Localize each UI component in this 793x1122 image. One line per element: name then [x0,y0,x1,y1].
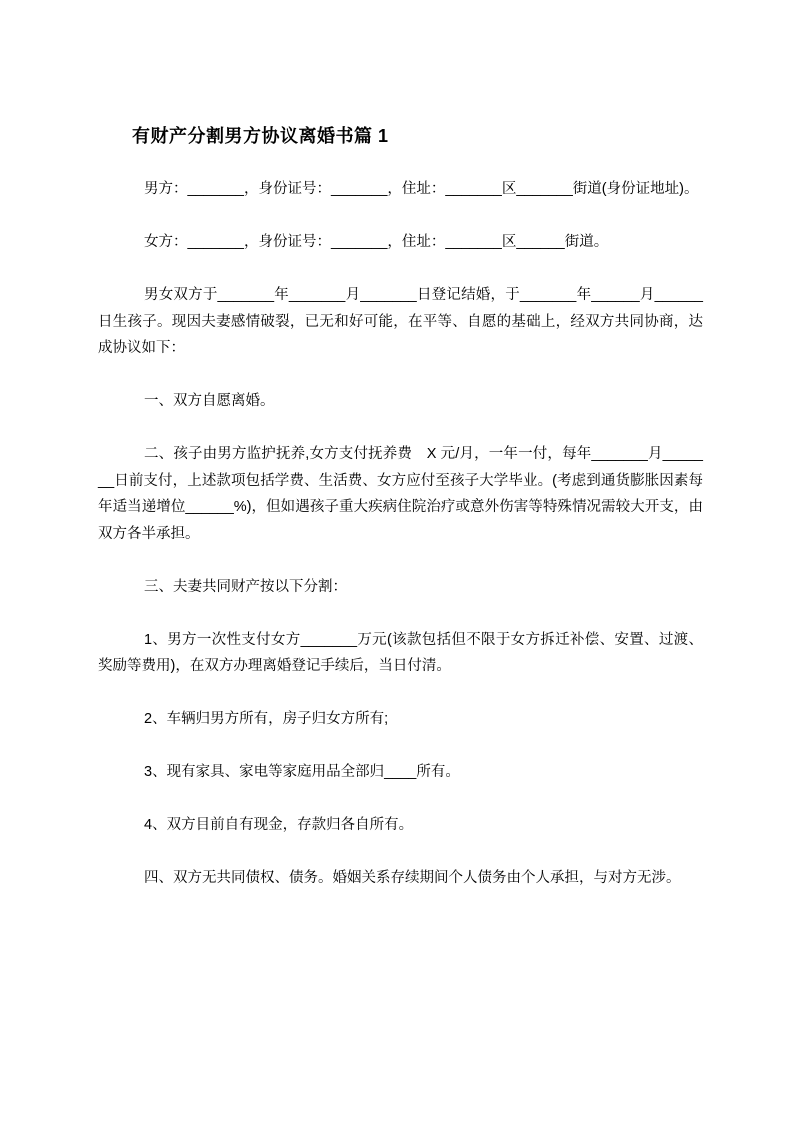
paragraph-clause-2-child-custody: 二、孩子由男方监护抚养,女方支付抚养费 X 元/月，一年一付，每年_______月_______日前支付，上述款项包括学费、生活费、女方应付至孩子大学毕业。(考虑到通货膨胀因素每年适当递增位______%)，但如遇孩子重大疾病住院治疗或意外伤害等特殊情况需较大开支，由双方各半承担。 [98,446,703,542]
paragraph-property-item-2-car-house: 2、车辆归男方所有，房子归女方所有; [144,711,389,727]
paragraph-party-male: 男方：_______，身份证号：_______，住址：_______区_______街道(身份证地址)。 [144,181,699,197]
paragraph-clause-4-debts: 四、双方无共同债权、债务。婚姻关系存续期间个人债务由个人承担，与对方无涉。 [144,870,681,886]
paragraph-clause-3-property-heading: 三、夫妻共同财产按以下分割： [144,578,347,595]
paragraph-property-item-1-payment: 1、男方一次性支付女方_______万元(该款包括但不限于女方拆迁补偿、安置、过渡、奖励等费用)，在双方办理离婚登记手续后，当日付清。 [98,631,703,674]
paragraph-property-item-3-furniture: 3、现有家具、家电等家庭用品全部归____所有。 [144,764,460,780]
paragraph-marriage-intro: 男女双方于_______年_______月_______日登记结婚，于_______年______月______日生孩子。现因夫妻感情破裂，已无和好可能，在平等、自愿的基础上，经双方共同协商，达成协议如下： [98,287,703,356]
document-title: 有财产分割男方协议离婚书篇 1 [132,126,389,146]
paragraph-clause-1-voluntary-divorce: 一、双方自愿离婚。 [144,393,275,409]
paragraph-party-female: 女方：_______，身份证号：_______，住址：_______区______街道。 [144,234,609,250]
paragraph-property-item-4-cash: 4、双方目前自有现金，存款归各自所有。 [144,817,414,833]
